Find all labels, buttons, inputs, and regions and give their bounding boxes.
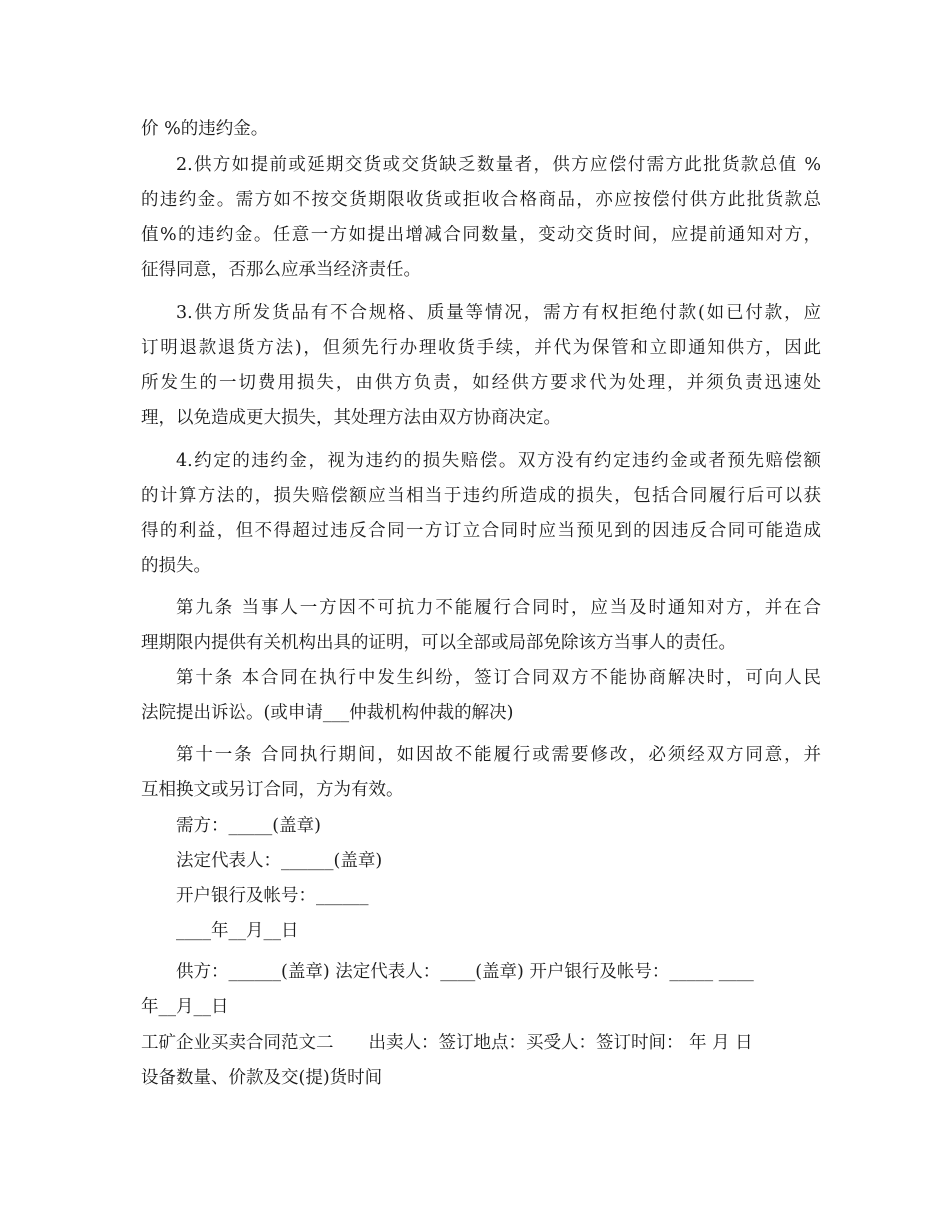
- text-line: 互相换文或另订合同，方为有效。: [141, 780, 404, 800]
- text-line: 订明退款退货方法)，但须先行办理收货手续，并代为保管和立即通知供方，因此: [141, 338, 821, 358]
- text-line: 的损失。: [141, 556, 211, 576]
- text-line: 2.供方如提前或延期交货或交货缺乏数量者，供方应偿付需方此批货款总值 %: [176, 155, 821, 175]
- text-line: 理期限内提供有关机构出具的证明，可以全部或局部免除该方当事人的责任。: [141, 633, 736, 653]
- text-line: 理，以免造成更大损失，其处理方法由双方协商决定。: [141, 408, 561, 428]
- signature-seller: 供方：______(盖章) 法定代表人：____(盖章) 开户银行及帐号：_____ ____: [176, 962, 754, 982]
- text-line: 4.约定的违约金，视为违约的损失赔偿。双方没有约定违约金或者预先赔偿额: [176, 451, 821, 471]
- signature-seller-date: 年__月__日: [141, 997, 229, 1017]
- text-line: 第九条 当事人一方因不可抗力不能履行合同时，应当及时通知对方，并在合: [176, 598, 821, 618]
- signature-buyer: 需方：_____(盖章): [176, 816, 321, 836]
- signature-buyer-bank: 开户银行及帐号：______: [176, 886, 369, 906]
- text-line: 第十条 本合同在执行中发生纠纷，签订合同双方不能协商解决时，可向人民: [176, 668, 821, 688]
- text-line: 征得同意，否那么应承当经济责任。: [141, 260, 421, 280]
- signature-buyer-date: ____年__月__日: [176, 921, 299, 941]
- text-line: 值%的违约金。任意一方如提出增减合同数量，变动交货时间，应提前通知对方，: [141, 225, 821, 245]
- text-line: 的违约金。需方如不按交货期限收货或拒收合格商品，亦应按偿付供方此批货款总: [141, 190, 821, 210]
- text-line: 3.供方所发货品有不合规格、质量等情况，需方有权拒绝付款(如已付款，应: [176, 303, 821, 323]
- text-line: 得的利益，但不得超过违反合同一方订立合同时应当预见到的因违反合同可能造成: [141, 521, 821, 541]
- text-line: 所发生的一切费用损失，由供方负责，如经供方要求代为处理，并须负责迅速处: [141, 373, 821, 393]
- signature-buyer-representative: 法定代表人：______(盖章): [176, 851, 383, 871]
- section-heading: 工矿企业买卖合同范文二 出卖人：签订地点：买受人：签订时间： 年 月 日: [141, 1033, 753, 1053]
- text-line: 第十一条 合同执行期间，如因故不能履行或需要修改，必须经双方同意，并: [176, 745, 821, 765]
- text-line: 的计算方法的，损失赔偿额应当相当于违约所造成的损失，包括合同履行后可以获: [141, 486, 821, 506]
- text-line: 价 %的违约金。: [141, 119, 269, 139]
- text-line: 法院提出诉讼。(或申请___仲裁机构仲裁的解决): [141, 703, 514, 723]
- text-line: 设备数量、价款及交(提)货时间: [141, 1068, 383, 1088]
